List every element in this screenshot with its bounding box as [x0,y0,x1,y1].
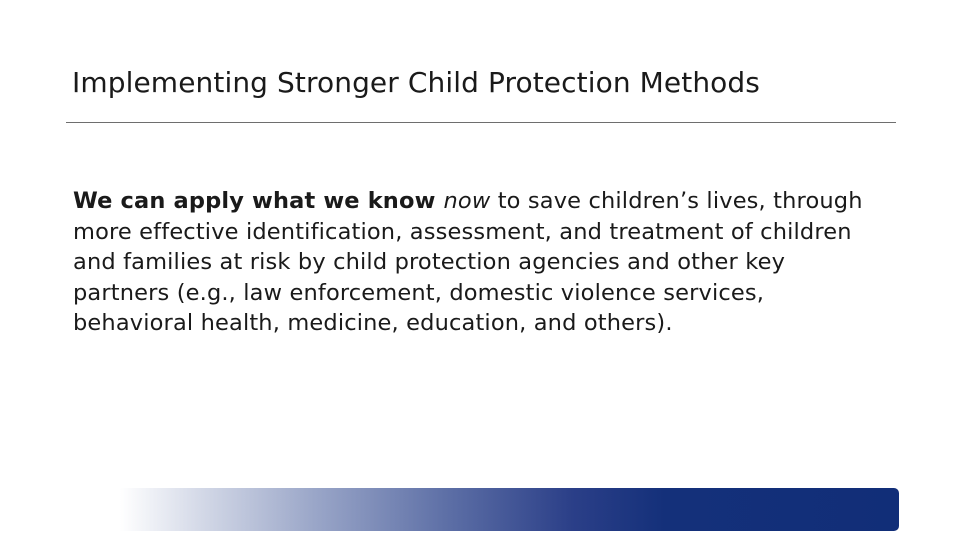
body-lead-bold: We can apply what we know [73,188,444,214]
slide-title: Implementing Stronger Child Protection Methods [72,66,760,99]
body-paragraph [73,186,873,339]
footer-gradient-band [120,488,899,531]
title-divider [66,122,896,123]
body-rest: to save children’s lives, through more effective identification, assessment, and treatment of children and families at risk by child protection agencies and other key partners (e.g., law enforcement, domestic violence services, behavioral health, medicine, education, and others). [73,188,863,336]
body-emphasis: now [443,188,491,214]
